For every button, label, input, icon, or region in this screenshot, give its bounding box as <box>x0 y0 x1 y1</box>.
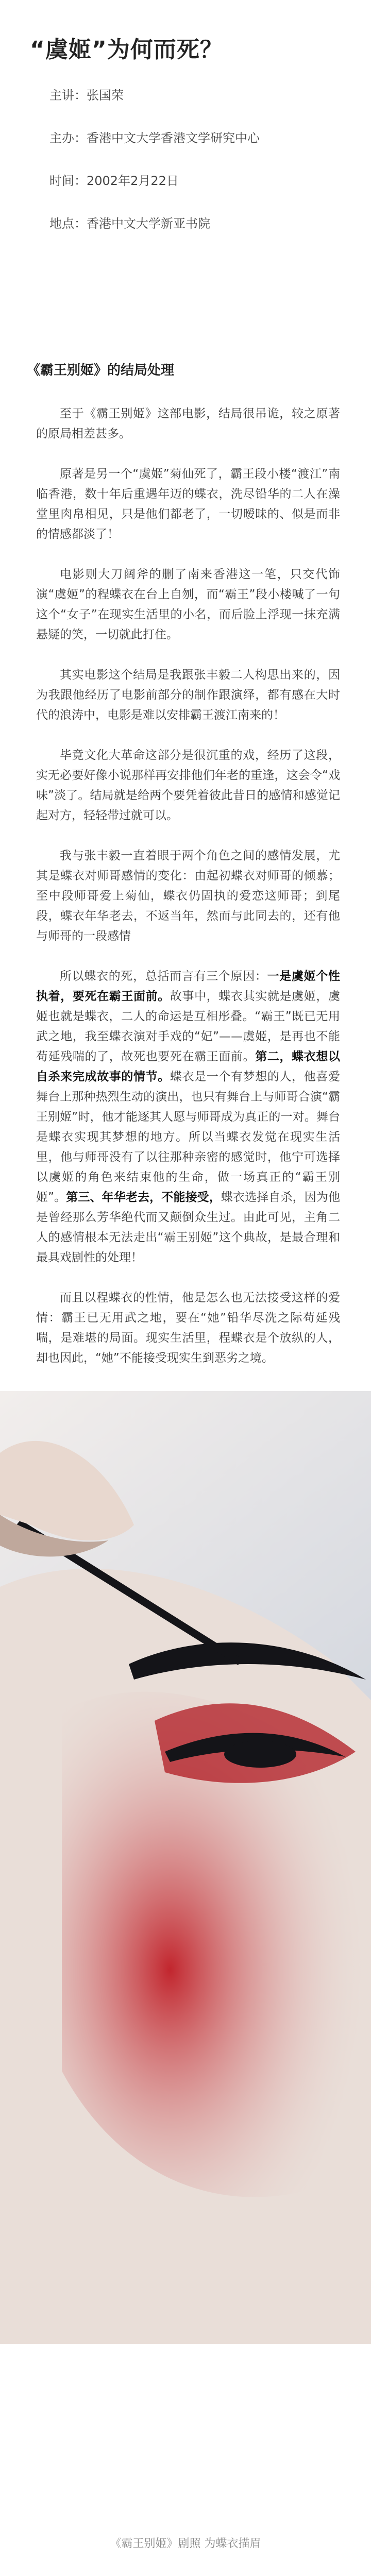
paragraph-text: 毕竟文化大革命这部分是很沉重的戏，经历了这段，实无必要好像小说那样再安排他们年老的重逢，这会令“戏味”淡了。结局就是给两个要凭着彼此昔日的感情和感觉记起对方，轻轻带过就可以。 <box>36 749 340 822</box>
speaker-line: 主讲：张国荣 <box>49 88 124 103</box>
article-paragraph <box>36 967 340 1268</box>
organizer-line: 主办：香港中文大学香港文学研究中心 <box>49 131 260 145</box>
paragraph-text: 而且以程蝶衣的性情，他是怎么也无法接受这样的爱情：霸王已无用武之地，要在“她”铅华尽洗之际苟延残喘，是难堪的局面。现实生活里，程蝶衣是个放纵的人，却也因此，“她”不能接受现实生到恶劣之境。 <box>36 1291 340 1365</box>
opera-makeup-photo <box>0 1391 371 2344</box>
event-info <box>49 88 338 259</box>
photo-eye <box>224 1741 296 1768</box>
paragraph-text: 故事中，蝶衣其实就是虞姬，虞姬也就是蝶衣，二人的命运是互相彤叠。“霸王”既已无用武之地，我至蝶衣演对手戏的“妃”——虞姬，是再也不能苟延残喘的了，故死也要死在霸王面前。 <box>36 990 340 1063</box>
time-line: 时间：2002年2月22日 <box>49 174 179 188</box>
section-heading: 《霸王别姬》的结局处理 <box>27 363 175 378</box>
emphasis-text: 一是虞姬个性执着，要死在霸王面前。 <box>36 970 341 1003</box>
article-paragraph <box>36 464 340 545</box>
paragraph-text: 所以蝶衣的死，总括而言有三个原因： <box>60 970 267 983</box>
paragraph-text: 其实电影这个结局是我跟张丰毅二人构思出来的，因为我跟他经历了电影前部分的制作跟演绎，都有感在大时代的浪涛中，电影是难以安排霸王渡江南来的！ <box>36 668 340 722</box>
paragraph-text: 蝶衣选择自杀，因为他是曾经那么芳华绝代而又颠倒众生过。由此可见，主角二人的感情根本无法走出“霸王别姬”这个典故，是最合理和最具戏剧性的处理！ <box>36 1191 341 1264</box>
location-line: 地点：香港中文大学新亚书院 <box>49 216 210 231</box>
article-paragraph <box>36 404 340 444</box>
emphasis-text: 第三、年华老去，不能接受， <box>66 1191 221 1204</box>
paragraph-text: 蝶衣是一个有梦想的人，他喜爱舞台上那种热烈生动的演出，也只有舞台上与师哥合演“霸王别姬”时，他才能逐其人愿与师哥成为真正的一对。舞台是蝶衣实现其梦想的地方。所以当蝶衣发觉在现实生活里，他与师哥没有了以往那种亲密的感觉时，他宁可选择以虞姬的角色来结束他的生命，做一场真正的“霸王别姬”。 <box>36 1070 340 1204</box>
paragraph-text: 原著是另一个“虞姬”菊仙死了，霸王段小楼“渡江”南临香港，数十年后重遇年迈的蝶衣，洗尽铅华的二人在澡堂里肉帛相见，只是他们都老了，一切暧昧的、似是而非的情感都淡了！ <box>36 467 340 541</box>
article-paragraph <box>36 846 340 946</box>
article-paragraph <box>36 745 340 826</box>
paragraph-text: 电影则大刀阔斧的删了南来香港这一笔，只交代饰演“虞姬”的程蝶衣在台上自刎，而“霸王”段小楼喊了一句这个“女子”在现实生活里的小名，而后脸上浮现一抹充满悬疑的笑，一切就此打住。 <box>36 568 340 641</box>
article-body <box>36 404 340 1489</box>
article-paragraph <box>36 1288 340 1368</box>
article-title: “虞姬”为何而死？ <box>30 37 223 63</box>
article-paragraph <box>36 665 340 725</box>
paragraph-text: 至于《霸王别姬》这部电影，结局很吊诡，较之原著的原局相差甚多。 <box>36 407 340 440</box>
paragraph-text: 我与张丰毅一直着眼于两个角色之间的感情发展，尤其是蝶衣对师哥感情的变化：由起初蝶衣对师哥的倾慕；至中段师哥爱上菊仙，蝶衣仍固执的爱恋这师哥；到尾段，蝶衣年华老去，不返当年，然而与此同去的，还有他与师哥的一段感情 <box>36 849 340 943</box>
emphasis-text: 第二，蝶衣想以自杀来完成故事的情节。 <box>36 1050 340 1083</box>
article-paragraph <box>36 565 340 645</box>
photo-caption: 《霸王别姬》剧照 为蝶衣描眉 <box>110 2537 261 2550</box>
